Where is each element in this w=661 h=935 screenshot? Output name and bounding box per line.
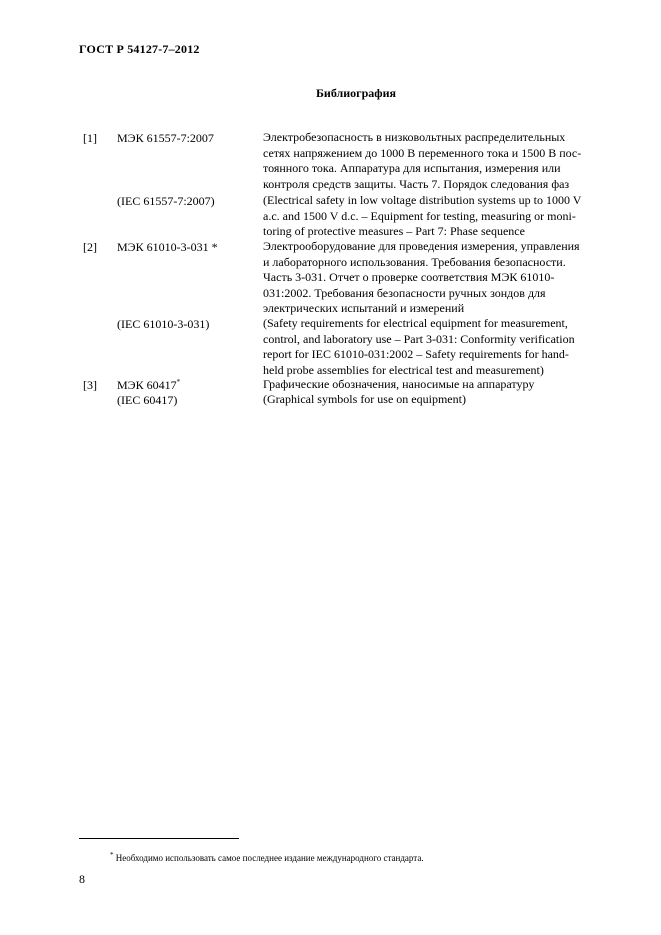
section-title: Библиография [315,86,397,100]
entry-number: [2] [83,240,97,254]
description-line: тоянного тока. Аппаратура для испытания, измерения или [263,161,561,175]
standard-id-ru [117,239,218,255]
description-line: электрических испытаний и измерений [263,301,465,315]
entry-description-ru [263,239,623,317]
description-line: (Electrical safety in low voltage distribution systems up to 1000 V [263,193,582,207]
description-line: сетях напряжением до 1000 В переменного тока и 1500 В пос- [263,145,582,160]
description-line: Электробезопасность в низковольтных распределительных [263,130,566,144]
description-line: 031:2002. Требования безопасности ручных зондов для [263,285,546,300]
entry-description-en [263,193,623,240]
footnote-mark: * [110,851,114,859]
description-line: report for IEC 61010-031:2002 – Safety requirements for hand- [263,347,569,361]
description-line: Часть 3-031. Отчет о проверке соответствия МЭК 61010- [263,270,555,284]
footnote-mark: * [176,378,181,386]
footnote [110,853,424,863]
description-line: a.c. and 1500 V d.c. – Equipment for testing, measuring or moni- [263,208,576,223]
description-line: control, and laboratory use – Part 3-031: Conformity verification [263,331,575,346]
page-number: 8 [79,872,85,886]
description-line: контроля средств защиты. Часть 7. Порядок следования фаз [263,176,570,191]
entry-description-en [263,316,623,378]
description-line: toring of protective measures – Part 7: Phase sequence [263,224,525,238]
description-line: (Graphical symbols for use on equipment) [263,392,466,406]
standard-id-ru [117,377,180,393]
description-line: (Safety requirements for electrical equipment for measurement, [263,316,568,330]
description-line: Графические обозначения, наносимые на аппаратуру [263,377,535,391]
standard-id-en: (IEC 60417) [117,393,178,407]
standard-id-ru: МЭК 61557-7:2007 [117,131,214,145]
entry-description-ru [263,377,623,393]
standard-id-text: МЭК 61010-3-031 [117,240,209,254]
footnote-divider [79,838,239,839]
standard-id-en: (IEC 61557-7:2007) [117,194,215,208]
footnote-text: Необходимо использовать самое последнее издание международного стандарта. [115,853,424,863]
description-line: и лабораторного использования. Требования безопасности. [263,254,566,269]
standard-id-text: МЭК 60417 [117,378,177,392]
description-line: Электрооборудование для проведения измерения, управления [263,239,580,253]
entry-number: [1] [83,131,97,145]
footnote-mark: * [211,240,218,254]
entry-description-ru [263,130,623,192]
entry-number: [3] [83,378,97,392]
description-line: held probe assemblies for electrical test and measurement) [263,362,544,377]
entry-description-en [263,392,623,408]
document-header: ГОСТ Р 54127-7–2012 [79,42,200,56]
standard-id-en: (IEC 61010-3-031) [117,317,210,331]
